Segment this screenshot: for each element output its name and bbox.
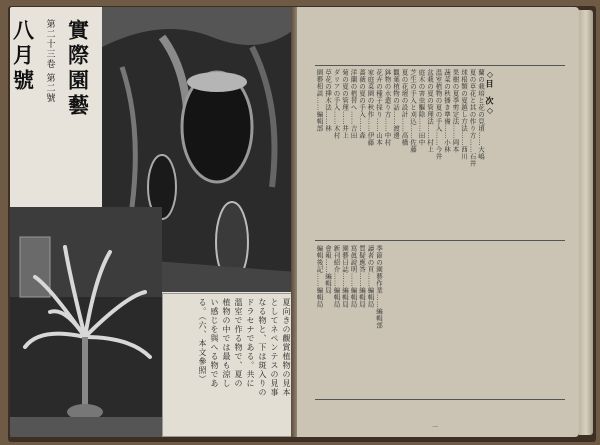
page-number: 一 [432, 424, 439, 431]
toc-entry[interactable]: 薔薇の夏の手入……森 [358, 69, 366, 139]
toc-entry[interactable]: 庭木の害虫驅除……田中 [417, 69, 426, 146]
toc-entry[interactable]: 觀葉植物の話……渡邊 [392, 69, 400, 139]
page-edges [579, 10, 593, 435]
toc-entry[interactable]: 芝生の手入と刈込……佐藤 [409, 69, 417, 153]
toc-entry[interactable]: 洋蘭の植替へ……吉田 [349, 69, 358, 139]
caption-line: 植物の中では最も涼し [222, 298, 231, 388]
caption-line: 夏向きの觀賞植物の見本 [282, 298, 291, 397]
toc-upper [315, 69, 494, 167]
toc-lower [315, 245, 382, 329]
toc-entry[interactable]: 球根類の夏越し方法……西川 [460, 69, 468, 160]
toc-entry[interactable]: 質疑應答……編輯局 [358, 245, 366, 308]
rule-middle [315, 240, 565, 241]
photo-caption [162, 293, 297, 437]
toc-entry[interactable]: 讀者の頁……編輯局 [366, 245, 375, 308]
magazine-title: 實際園藝 [65, 19, 91, 119]
toc-entry[interactable]: 果樹の夏季剪定法……岡本 [451, 69, 460, 153]
toc-entry[interactable]: 蘭の栽培と花の見頃……大嶋 [477, 69, 485, 160]
caption-line: い感じを與へる物であ [210, 298, 219, 388]
caption-line: としてネペンテスの見事 [270, 298, 279, 397]
caption-line: なる物と、下は斑入りの [258, 298, 267, 397]
toc-entry[interactable]: 蔬菜の秋播き準備……小林 [443, 69, 451, 153]
toc-entry[interactable]: 温室植物の夏の手入……今井 [434, 69, 443, 160]
toc-entry[interactable]: 夏の草花と其の作り方……石井 [468, 69, 477, 167]
caption-line: ドラセナである。共に [246, 298, 255, 388]
caption-line: 溫室で作る物で、夏の [234, 298, 243, 388]
right-page-contents [297, 7, 579, 437]
rule-bottom [315, 399, 565, 400]
toc-heading: ◇目 次◇ [485, 69, 495, 116]
toc-entry[interactable]: 季節の園藝作業……編輯部 [375, 245, 383, 329]
toc-entry[interactable]: 新刊紹介……編輯局 [332, 245, 341, 308]
toc-entry[interactable]: 園藝日誌……編輯局 [341, 245, 349, 308]
caption-line: る。（六、本文參照） [198, 298, 207, 384]
dracaena-photo [10, 207, 162, 437]
left-page [10, 7, 297, 437]
toc-entry[interactable]: 編輯後記……編輯局 [315, 245, 324, 308]
toc-entry[interactable]: 盆栽の夏の管理法……村上 [426, 69, 434, 153]
cover-title-block [10, 19, 91, 199]
toc-entry[interactable]: ダリアの手入……木村 [332, 69, 341, 139]
toc-entry[interactable]: 會報……編輯局 [324, 245, 332, 294]
toc-entry[interactable]: 鉢物の水遣り方……中村 [383, 69, 392, 146]
toc-entry[interactable]: 寫眞說明……編輯局 [349, 245, 358, 308]
toc-entry[interactable]: 花卉の種子採り……山本 [375, 69, 383, 146]
volume-issue: 第二十三卷 第二號 [44, 19, 55, 103]
issue-month: 八月號 [10, 19, 36, 94]
toc-entry[interactable]: 家庭菜園の秋作……伊藤 [366, 69, 375, 146]
rule-top [315, 65, 565, 66]
toc-entry[interactable]: 草花の挿木法……林 [324, 69, 332, 132]
toc-entry[interactable]: 園藝相談……編輯部 [315, 69, 324, 132]
toc-entry[interactable]: 夏の花壇の設計……高橋 [400, 69, 409, 146]
toc-entry[interactable]: 菊の夏の管理……井上 [341, 69, 349, 139]
